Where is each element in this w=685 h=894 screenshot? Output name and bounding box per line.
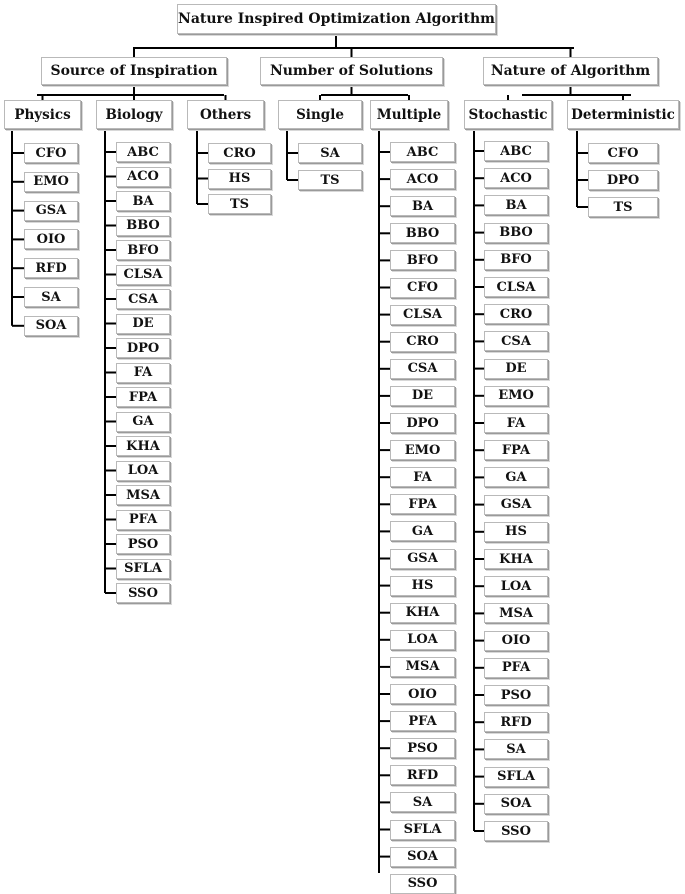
algorithm-aco: ACO (390, 169, 455, 189)
algorithm-aco: ACO (484, 168, 548, 188)
algorithm-bbo: BBO (390, 223, 455, 243)
algorithm-de: DE (390, 386, 455, 406)
algorithm-hs: HS (484, 522, 548, 542)
algorithm-kha: KHA (484, 549, 548, 569)
algorithm-cro: CRO (484, 304, 548, 324)
group-multiple: Multiple (370, 100, 448, 129)
group-biology: Biology (96, 100, 172, 129)
algorithm-rfd: RFD (484, 712, 548, 732)
algorithm-hs: HS (390, 576, 455, 596)
algorithm-rfd: RFD (24, 258, 78, 278)
algorithm-de: DE (484, 359, 548, 379)
group-single: Single (278, 100, 362, 129)
algorithm-pso: PSO (390, 738, 455, 758)
algorithm-oio: OIO (24, 229, 78, 249)
algorithm-bbo: BBO (116, 216, 170, 236)
algorithm-fpa: FPA (484, 440, 548, 460)
algorithm-gsa: GSA (24, 201, 78, 221)
algorithm-ba: BA (116, 191, 170, 211)
algorithm-pfa: PFA (390, 711, 455, 731)
algorithm-bfo: BFO (390, 250, 455, 270)
algorithm-clsa: CLSA (116, 265, 170, 285)
algorithm-pfa: PFA (116, 510, 170, 530)
algorithm-ba: BA (484, 195, 548, 215)
algorithm-fpa: FPA (116, 387, 170, 407)
group-deterministic: Deterministic (567, 100, 679, 129)
algorithm-pso: PSO (116, 534, 170, 554)
algorithm-kha: KHA (116, 436, 170, 456)
algorithm-clsa: CLSA (484, 277, 548, 297)
algorithm-ts: TS (588, 197, 658, 217)
group-physics: Physics (4, 100, 81, 129)
algorithm-kha: KHA (390, 603, 455, 623)
group-others: Others (187, 100, 264, 129)
algorithm-msa: MSA (116, 485, 170, 505)
algorithm-sso: SSO (116, 583, 170, 603)
algorithm-ts: TS (208, 194, 271, 214)
group-stochastic: Stochastic (464, 100, 552, 129)
algorithm-soa: SOA (24, 316, 78, 336)
algorithm-sfla: SFLA (484, 767, 548, 787)
algorithm-emo: EMO (24, 172, 78, 192)
algorithm-bfo: BFO (116, 240, 170, 260)
algorithm-hs: HS (208, 169, 271, 189)
algorithm-fpa: FPA (390, 494, 455, 514)
algorithm-abc: ABC (484, 141, 548, 161)
algorithm-pso: PSO (484, 685, 548, 705)
algorithm-loa: LOA (116, 461, 170, 481)
algorithm-cfo: CFO (390, 278, 455, 298)
algorithm-ga: GA (484, 467, 548, 487)
algorithm-bfo: BFO (484, 250, 548, 270)
algorithm-sfla: SFLA (390, 820, 455, 840)
algorithm-msa: MSA (484, 603, 548, 623)
algorithm-fa: FA (116, 363, 170, 383)
algorithm-dpo: DPO (116, 338, 170, 358)
algorithm-csa: CSA (484, 331, 548, 351)
algorithm-pfa: PFA (484, 658, 548, 678)
algorithm-dpo: DPO (390, 413, 455, 433)
algorithm-sa: SA (484, 739, 548, 759)
algorithm-sa: SA (298, 143, 362, 163)
algorithm-de: DE (116, 314, 170, 334)
algorithm-fa: FA (390, 467, 455, 487)
algorithm-aco: ACO (116, 167, 170, 187)
algorithm-cfo: CFO (24, 143, 78, 163)
algorithm-cro: CRO (208, 143, 271, 163)
algorithm-sa: SA (24, 287, 78, 307)
algorithm-abc: ABC (390, 142, 455, 162)
root-node: Nature Inspired Optimization Algorithm (177, 4, 496, 34)
algorithm-sso: SSO (484, 821, 548, 841)
algorithm-ga: GA (116, 412, 170, 432)
algorithm-sso: SSO (390, 874, 455, 894)
algorithm-fa: FA (484, 413, 548, 433)
algorithm-soa: SOA (390, 847, 455, 867)
algorithm-dpo: DPO (588, 170, 658, 190)
algorithm-oio: OIO (390, 684, 455, 704)
algorithm-csa: CSA (116, 289, 170, 309)
algorithm-ts: TS (298, 170, 362, 190)
algorithm-sa: SA (390, 792, 455, 812)
category-source-of-inspiration: Source of Inspiration (41, 57, 227, 85)
algorithm-sfla: SFLA (116, 559, 170, 579)
algorithm-gsa: GSA (484, 495, 548, 515)
algorithm-loa: LOA (390, 630, 455, 650)
algorithm-cfo: CFO (588, 143, 658, 163)
algorithm-soa: SOA (484, 794, 548, 814)
algorithm-csa: CSA (390, 359, 455, 379)
algorithm-ba: BA (390, 196, 455, 216)
algorithm-msa: MSA (390, 657, 455, 677)
algorithm-cro: CRO (390, 332, 455, 352)
category-nature-of-algorithm: Nature of Algorithm (483, 57, 658, 85)
algorithm-gsa: GSA (390, 549, 455, 569)
algorithm-loa: LOA (484, 576, 548, 596)
algorithm-oio: OIO (484, 631, 548, 651)
algorithm-bbo: BBO (484, 223, 548, 243)
algorithm-emo: EMO (390, 440, 455, 460)
algorithm-ga: GA (390, 521, 455, 541)
algorithm-emo: EMO (484, 386, 548, 406)
algorithm-rfd: RFD (390, 765, 455, 785)
category-number-of-solutions: Number of Solutions (260, 57, 443, 85)
algorithm-clsa: CLSA (390, 305, 455, 325)
algorithm-abc: ABC (116, 142, 170, 162)
